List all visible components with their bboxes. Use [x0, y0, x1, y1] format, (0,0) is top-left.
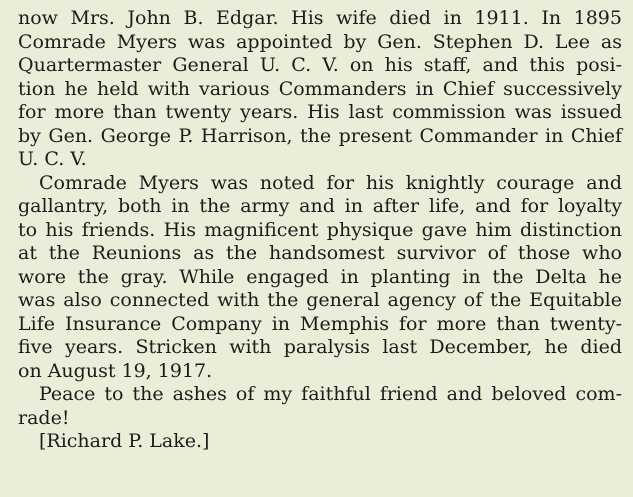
text-line: gallantry, both in the army and in after life, and for loyalty — [18, 195, 622, 217]
text-line: to his friends. His magnificent physique gave him distinction — [18, 218, 622, 241]
text-line: Comrade Myers was appointed by Gen. Stephen D. Lee as — [18, 30, 622, 53]
text-line: wore the gray. While engaged in planting in the Delta he — [18, 265, 622, 288]
text-line: Quartermaster General U. C. V. on his staff, and this posi- — [18, 54, 622, 76]
text-line: at the Reunions as the handsomest survivor of those who — [18, 242, 622, 264]
text-line: five years. Stricken with paralysis last December, he died — [18, 336, 622, 358]
signature: [Richard P. Lake.] — [39, 430, 210, 452]
paragraph-3 — [18, 383, 622, 430]
text-line: Life Insurance Company in Memphis for more than twenty- — [18, 312, 622, 335]
text-line: was also connected with the general agency of the Equitable — [18, 289, 622, 311]
text-line: rade! — [18, 406, 70, 429]
text-line: tion he held with various Commanders in Chief successively — [18, 77, 622, 100]
text-line: now Mrs. John B. Edgar. His wife died in 1911. In 1895 — [18, 7, 622, 29]
paragraph-1 — [18, 7, 622, 172]
text-line: Peace to the ashes of my faithful friend and beloved com- — [39, 383, 622, 405]
paragraph-2 — [18, 172, 622, 384]
text-line: U. C. V. — [18, 148, 87, 170]
text-line: by Gen. George P. Harrison, the present Commander in Chief — [18, 124, 622, 147]
text-line: on August 19, 1917. — [18, 359, 213, 382]
text-line: for more than twenty years. His last commission was issued — [18, 101, 622, 123]
article-text — [18, 7, 622, 454]
text-line: Comrade Myers was noted for his knightly courage and — [39, 171, 622, 194]
